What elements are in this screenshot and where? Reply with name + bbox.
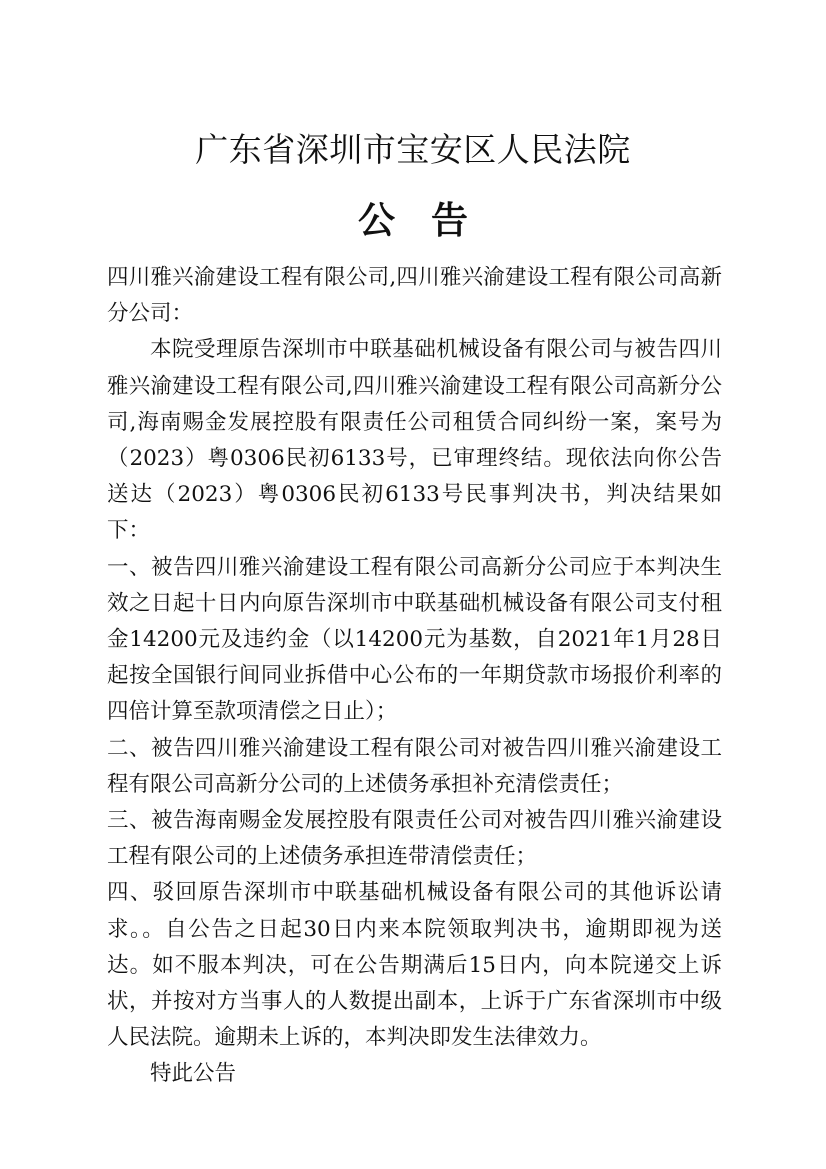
addressee: 四川雅兴渝建设工程有限公司,四川雅兴渝建设工程有限公司高新分公司： xyxy=(107,265,722,327)
judgment-item-4: 四、驳回原告深圳市中联基础机械设备有限公司的其他诉讼请求。。自公告之日起30日内来本院领取判决书，逾期即视为送达。如不服本判决，可在公告期满后15日内，向本院递交上诉状，并按对方当事人的人数提出副本，上诉于广东省深圳市中级人民法院。逾期未上诉的，本判决即发生法律效力。 xyxy=(107,880,722,1051)
notice-title: 公告 xyxy=(358,198,504,242)
judgment-item-1: 一、被告四川雅兴渝建设工程有限公司高新分公司应于本判决生效之日起十日内向原告深圳市中联基础机械设备有限公司支付租金14200元及违约金（以14200元为基数，自2021年1月28日起按全国银行间同业拆借中心公布的一年期贷款市场报价利率的四倍计算至款项清偿之日止）； xyxy=(107,554,722,725)
intro-paragraph: 本院受理原告深圳市中联基础机械设备有限公司与被告四川雅兴渝建设工程有限公司,四川雅兴渝建设工程有限公司高新分公司,海南赐金发展控股有限责任公司租赁合同纠纷一案，案号为（2023）粤0306民初6133号，已审理终结。现依法向你公告送达（2023）粤0306民初6133号民事判决书，判决结果如下： xyxy=(107,337,722,544)
closing-text: 特此公告 xyxy=(150,1061,237,1087)
court-name: 广东省深圳市宝安区人民法院 xyxy=(195,130,631,169)
notice-body xyxy=(107,260,722,1093)
judgment-item-2: 二、被告四川雅兴渝建设工程有限公司对被告四川雅兴渝建设工程有限公司高新分公司的上述债务承担补充清偿责任； xyxy=(107,735,722,797)
judgment-item-3: 三、被告海南赐金发展控股有限责任公司对被告四川雅兴渝建设工程有限公司的上述债务承担连带清偿责任； xyxy=(107,808,722,870)
